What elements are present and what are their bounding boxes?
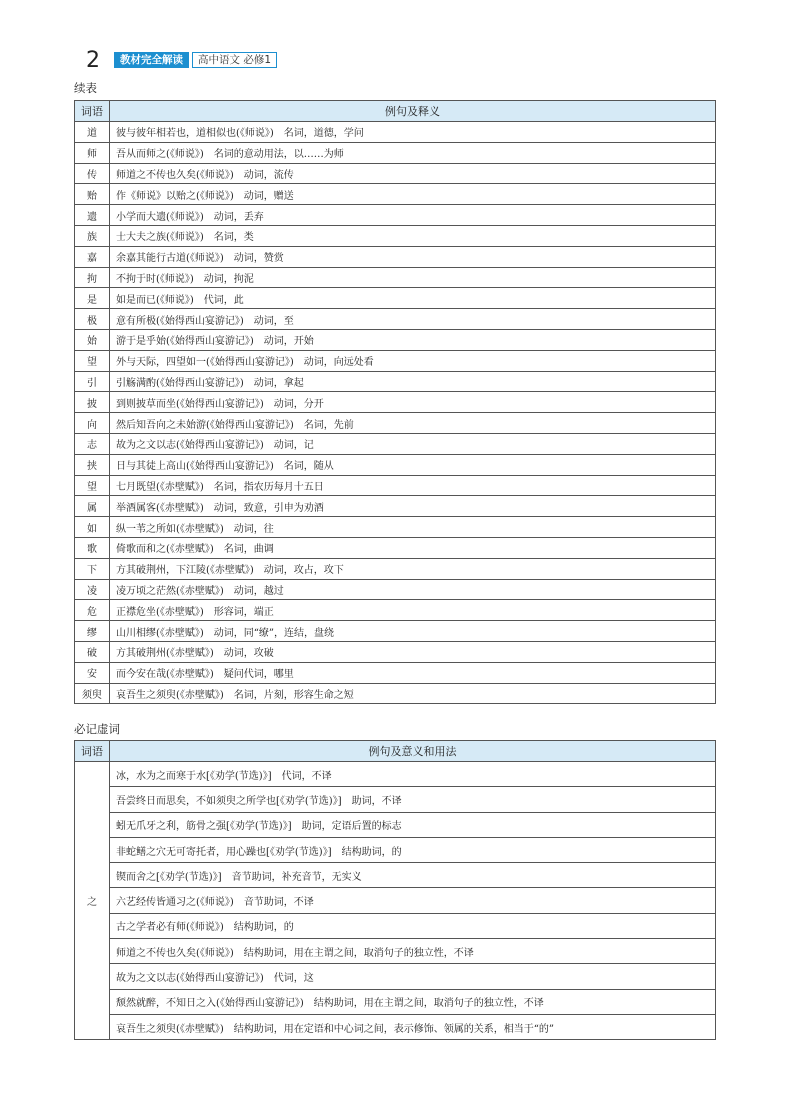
table-row bbox=[75, 184, 716, 205]
row-example: 余嘉其能行古道(《师说》) 动词，赞赏 bbox=[110, 246, 716, 267]
table-row bbox=[75, 433, 716, 454]
function-words-label: 必记虚词 bbox=[74, 722, 120, 736]
table-row bbox=[75, 371, 716, 392]
table-row bbox=[75, 683, 716, 704]
row-word: 歌 bbox=[75, 537, 110, 558]
function-word: 之 bbox=[75, 762, 110, 1040]
table-row bbox=[75, 558, 716, 579]
row-word: 拘 bbox=[75, 267, 110, 288]
row-word: 缪 bbox=[75, 621, 110, 642]
table-row bbox=[75, 1014, 716, 1039]
row-example: 意有所极(《始得西山宴游记》) 动词，至 bbox=[110, 309, 716, 330]
row-word: 安 bbox=[75, 662, 110, 683]
row-example: 作《师说》以贻之(《师说》) 动词，赠送 bbox=[110, 184, 716, 205]
row-usage: 非蛇鳝之穴无可寄托者，用心躁也[《劝学(节选)》] 结构助词，的 bbox=[110, 837, 716, 862]
row-word: 传 bbox=[75, 163, 110, 184]
table-row bbox=[75, 496, 716, 517]
row-example: 方其破荆州，下江陵(《赤壁赋》) 动词，攻占，攻下 bbox=[110, 558, 716, 579]
header-usage: 例句及意义和用法 bbox=[110, 741, 716, 762]
header-example: 例句及释义 bbox=[110, 101, 716, 122]
row-example: 外与天际，四望如一(《始得西山宴游记》) 动词，向远处看 bbox=[110, 350, 716, 371]
row-example: 游于是乎始(《始得西山宴游记》) 动词，开始 bbox=[110, 329, 716, 350]
row-word: 极 bbox=[75, 309, 110, 330]
table-row bbox=[75, 537, 716, 558]
row-usage: 冰，水为之而寒于水[《劝学(节选)》] 代词，不译 bbox=[110, 762, 716, 787]
row-example: 凌万顷之茫然(《赤壁赋》) 动词，越过 bbox=[110, 579, 716, 600]
table-row bbox=[75, 350, 716, 371]
table-row bbox=[75, 475, 716, 496]
table-row bbox=[75, 913, 716, 938]
table-row bbox=[75, 621, 716, 642]
table-row bbox=[75, 662, 716, 683]
continued-label: 续表 bbox=[74, 81, 97, 95]
table-row bbox=[75, 579, 716, 600]
row-usage: 吾尝终日而思矣，不如须臾之所学也[《劝学(节选)》] 助词，不译 bbox=[110, 787, 716, 812]
row-word: 破 bbox=[75, 641, 110, 662]
row-example: 纵一苇之所如(《赤壁赋》) 动词，往 bbox=[110, 517, 716, 538]
row-usage: 师道之不传也久矣(《师说》) 结构助词，用在主谓之间，取消句子的独立性，不译 bbox=[110, 939, 716, 964]
table-row bbox=[75, 246, 716, 267]
row-example: 士大夫之族(《师说》) 名词，类 bbox=[110, 225, 716, 246]
row-example: 引觞满酌(《始得西山宴游记》) 动词，拿起 bbox=[110, 371, 716, 392]
table-row bbox=[75, 163, 716, 184]
row-word: 族 bbox=[75, 225, 110, 246]
row-example: 哀吾生之须臾(《赤壁赋》) 名词，片刻，形容生命之短 bbox=[110, 683, 716, 704]
table-row bbox=[75, 964, 716, 989]
row-example: 山川相缪(《赤壁赋》) 动词，同“缭”，连结，盘绕 bbox=[110, 621, 716, 642]
row-example: 举酒属客(《赤壁赋》) 动词，致意，引申为劝酒 bbox=[110, 496, 716, 517]
row-word: 属 bbox=[75, 496, 110, 517]
row-example: 如是而已(《师说》) 代词，此 bbox=[110, 288, 716, 309]
row-example: 小学而大遗(《师说》) 动词，丢弃 bbox=[110, 205, 716, 226]
row-usage: 锲而舍之[《劝学(节选)》] 音节助词，补充音节，无实义 bbox=[110, 863, 716, 888]
row-word: 须臾 bbox=[75, 683, 110, 704]
row-example: 日与其徒上高山(《始得西山宴游记》) 名词，随从 bbox=[110, 454, 716, 475]
row-word: 始 bbox=[75, 329, 110, 350]
book-subtitle-tag: 高中语文 必修1 bbox=[192, 52, 277, 68]
header-word: 词语 bbox=[75, 101, 110, 122]
row-word: 贻 bbox=[75, 184, 110, 205]
table-row bbox=[75, 454, 716, 475]
table-row bbox=[75, 142, 716, 163]
row-word: 师 bbox=[75, 142, 110, 163]
row-example: 故为之文以志(《始得西山宴游记》) 动词，记 bbox=[110, 433, 716, 454]
header-word: 词语 bbox=[75, 741, 110, 762]
table-row bbox=[75, 888, 716, 913]
row-example: 吾从而师之(《师说》) 名词的意动用法，以……为师 bbox=[110, 142, 716, 163]
table-row bbox=[75, 600, 716, 621]
row-word: 引 bbox=[75, 371, 110, 392]
row-word: 披 bbox=[75, 392, 110, 413]
row-example: 七月既望(《赤壁赋》) 名词，指农历每月十五日 bbox=[110, 475, 716, 496]
book-tag: 教材完全解读 bbox=[114, 52, 189, 68]
row-example: 方其破荆州(《赤壁赋》) 动词，攻破 bbox=[110, 641, 716, 662]
table-row bbox=[75, 989, 716, 1014]
row-example: 而今安在哉(《赤壁赋》) 疑问代词，哪里 bbox=[110, 662, 716, 683]
row-example: 到则披草而坐(《始得西山宴游记》) 动词，分开 bbox=[110, 392, 716, 413]
row-example: 正襟危坐(《赤壁赋》) 形容词，端正 bbox=[110, 600, 716, 621]
row-usage: 古之学者必有师(《师说》) 结构助词，的 bbox=[110, 913, 716, 938]
row-word: 挟 bbox=[75, 454, 110, 475]
table-row bbox=[75, 762, 716, 787]
table-row bbox=[75, 837, 716, 862]
row-usage: 六艺经传皆通习之(《师说》) 音节助词，不译 bbox=[110, 888, 716, 913]
table-row bbox=[75, 329, 716, 350]
row-word: 望 bbox=[75, 475, 110, 496]
table-row bbox=[75, 205, 716, 226]
vocabulary-table bbox=[74, 100, 716, 704]
row-example: 师道之不传也久矣(《师说》) 动词，流传 bbox=[110, 163, 716, 184]
row-word: 嘉 bbox=[75, 246, 110, 267]
table-row bbox=[75, 863, 716, 888]
table-row bbox=[75, 812, 716, 837]
row-example: 彼与彼年相若也，道相似也(《师说》) 名词，道德，学问 bbox=[110, 122, 716, 143]
row-word: 凌 bbox=[75, 579, 110, 600]
table-row bbox=[75, 122, 716, 143]
row-example: 倚歌而和之(《赤壁赋》) 名词，曲调 bbox=[110, 537, 716, 558]
table-row bbox=[75, 517, 716, 538]
row-word: 如 bbox=[75, 517, 110, 538]
row-word: 危 bbox=[75, 600, 110, 621]
table-row bbox=[75, 787, 716, 812]
row-word: 下 bbox=[75, 558, 110, 579]
function-words-table bbox=[74, 740, 716, 1040]
row-word: 遗 bbox=[75, 205, 110, 226]
table-row bbox=[75, 641, 716, 662]
row-word: 向 bbox=[75, 413, 110, 434]
table-row bbox=[75, 288, 716, 309]
table-row bbox=[75, 413, 716, 434]
table-row bbox=[75, 939, 716, 964]
row-usage: 颓然就醉，不知日之入(《始得西山宴游记》) 结构助词，用在主谓之间，取消句子的独立性，不译 bbox=[110, 989, 716, 1014]
row-usage: 蚓无爪牙之利，筋骨之强[《劝学(节选)》] 助词，定语后置的标志 bbox=[110, 812, 716, 837]
row-word: 志 bbox=[75, 433, 110, 454]
table-row bbox=[75, 225, 716, 246]
row-usage: 故为之文以志(《始得西山宴游记》) 代词，这 bbox=[110, 964, 716, 989]
row-word: 是 bbox=[75, 288, 110, 309]
table-row bbox=[75, 309, 716, 330]
row-example: 不拘于时(《师说》) 动词，拘泥 bbox=[110, 267, 716, 288]
row-usage: 哀吾生之须臾(《赤壁赋》) 结构助词，用在定语和中心词之间，表示修饰、领属的关系，相当于“的” bbox=[110, 1014, 716, 1039]
page-number: 2 bbox=[86, 48, 100, 73]
row-example: 然后知吾向之未始游(《始得西山宴游记》) 名词，先前 bbox=[110, 413, 716, 434]
table-row bbox=[75, 267, 716, 288]
table-row bbox=[75, 392, 716, 413]
row-word: 望 bbox=[75, 350, 110, 371]
row-word: 道 bbox=[75, 122, 110, 143]
